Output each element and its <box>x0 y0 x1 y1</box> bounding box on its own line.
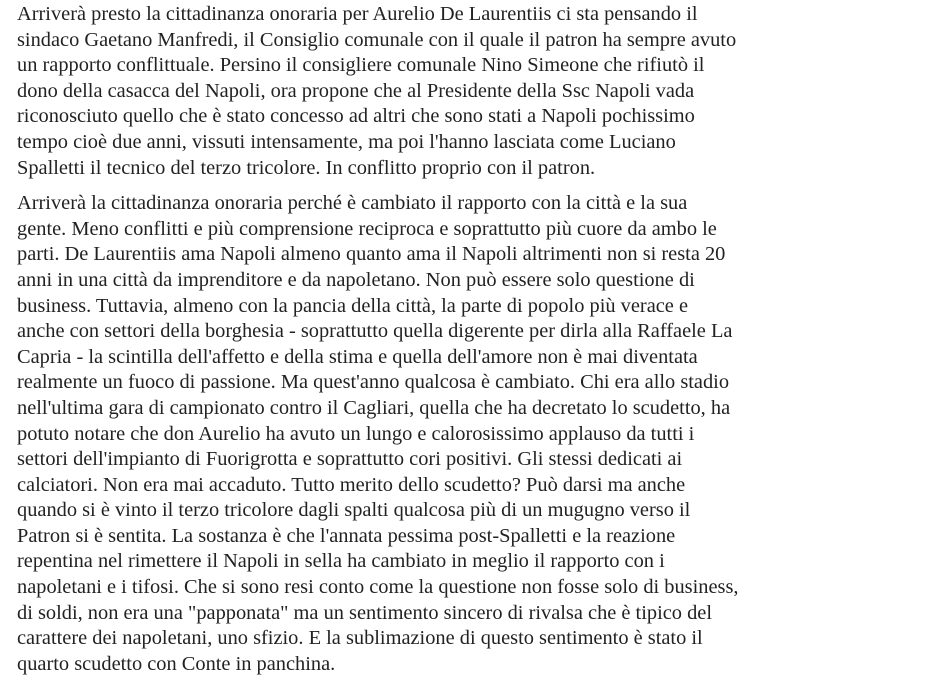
text-line: Spalletti il tecnico del terzo tricolore. In conflitto proprio con il patron. <box>17 156 596 179</box>
text-line: quando si è vinto il terzo tricolore dagli spalti qualcosa più di un mugugno verso il <box>17 499 691 522</box>
paragraph <box>17 191 935 677</box>
text-line: Arriverà la cittadinanza onoraria perché è cambiato il rapporto con la città e la sua <box>17 192 688 215</box>
text-line: parti. De Laurentiis ama Napoli almeno quanto ama il Napoli altrimenti non si resta 20 <box>17 243 726 266</box>
text-line: Capria - la scintilla dell'affetto e della stima e quella dell'amore non è mai diventata <box>17 345 698 368</box>
text-line: tempo cioè due anni, vissuti intensamente, ma poi l'hanno lasciata come Luciano <box>17 130 676 153</box>
text-line: repentina nel rimettere il Napoli in sella ha cambiato in meglio il rapporto con i <box>17 550 665 573</box>
text-line: realmente un fuoco di passione. Ma quest'anno qualcosa è cambiato. Chi era allo stadio <box>17 371 730 394</box>
text-line: nell'ultima gara di campionato contro il Cagliari, quella che ha decretato lo scudetto, ha <box>17 396 731 419</box>
text-line: Patron si è sentita. La sostanza è che l'annata pessima post-Spalletti e la reazione <box>17 524 676 547</box>
text-line: un rapporto conflittuale. Persino il consigliere comunale Nino Simeone che rifiutò il <box>17 54 705 77</box>
paragraph <box>17 2 935 181</box>
text-line: calciatori. Non era mai accaduto. Tutto merito dello scudetto? Può darsi ma anche <box>17 473 686 496</box>
text-line: business. Tuttavia, almeno con la pancia della città, la parte di popolo più verace e <box>17 294 688 317</box>
text-line: di soldi, non era una "papponata" ma un sentimento sincero di rivalsa che è tipico del <box>17 601 713 624</box>
text-line: napoletani e i tifosi. Che si sono resi conto come la questione non fosse solo di business, <box>17 576 739 599</box>
text-line: anni in una città da imprenditore e da napoletano. Non può essere solo questione di <box>17 268 695 291</box>
text-line: quarto scudetto con Conte in panchina. <box>17 652 336 675</box>
text-line: gente. Meno conflitti e più comprensione reciproca e soprattutto più cuore da ambo le <box>17 217 717 240</box>
text-line: dono della casacca del Napoli, ora propone che al Presidente della Ssc Napoli vada <box>17 79 695 102</box>
text-line: carattere dei napoletani, uno sfizio. E la sublimazione di questo sentimento è stato il <box>17 627 703 650</box>
text-line: potuto notare che don Aurelio ha avuto un lungo e calorosissimo applauso da tutti i <box>17 422 695 445</box>
text-line: riconosciuto quello che è stato concesso ad altri che sono stati a Napoli pochissimo <box>17 105 695 128</box>
text-line: anche con settori della borghesia - soprattutto quella digerente per dirla alla Raffaele La <box>17 320 733 343</box>
text-line: Arriverà presto la cittadinanza onoraria per Aurelio De Laurentiis ci sta pensando il <box>17 3 698 25</box>
text-line: settori dell'impianto di Fuorigrotta e soprattutto cori positivi. Gli stessi dedicati ai <box>17 448 683 471</box>
text-line: sindaco Gaetano Manfredi, il Consiglio comunale con il quale il patron ha sempre avuto <box>17 28 737 51</box>
